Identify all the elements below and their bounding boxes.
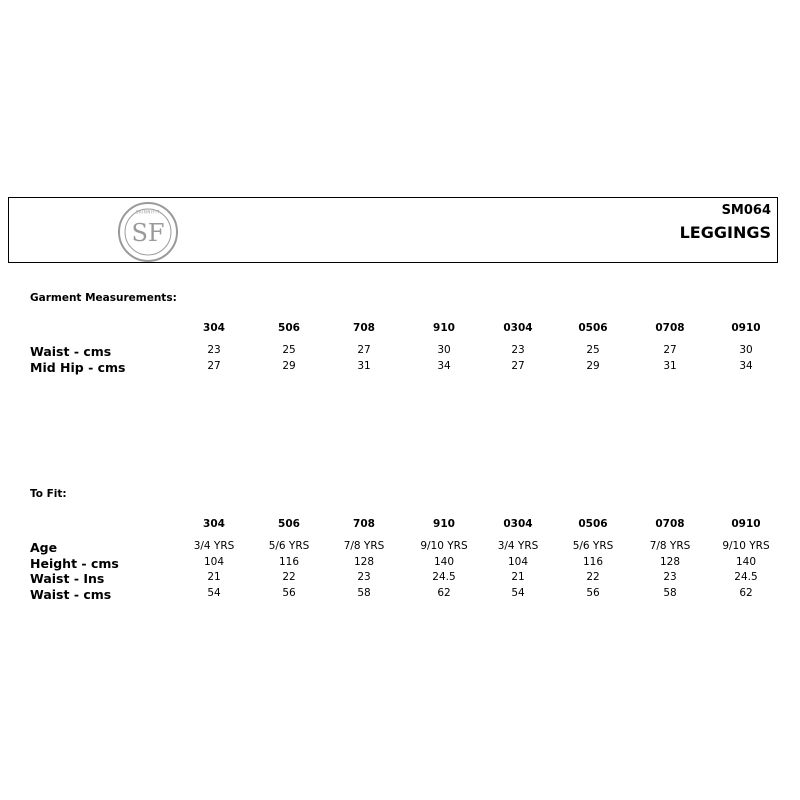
table-cell: 31 xyxy=(357,360,371,372)
table-cell: 5/6 YRS xyxy=(268,540,310,552)
column-header-506: 506 xyxy=(278,518,300,530)
table-cell: 23 xyxy=(511,344,525,356)
table-cell: 34 xyxy=(437,360,451,372)
table-cell: 104 xyxy=(203,555,225,568)
column-header-0506: 0506 xyxy=(578,518,608,530)
header-box xyxy=(8,197,778,263)
column-header-708: 708 xyxy=(353,518,375,530)
table-cell: 25 xyxy=(586,344,600,356)
table-cell: 23 xyxy=(207,344,221,356)
table-cell: 3/4 YRS xyxy=(497,540,539,552)
table-cell: 29 xyxy=(282,360,296,372)
row-label: Waist - cms xyxy=(30,586,112,602)
table-cell: 27 xyxy=(511,360,525,372)
table-cell: 116 xyxy=(278,555,300,568)
table-cell: 23 xyxy=(357,571,371,583)
row-label: Mid Hip - cms xyxy=(30,360,126,375)
logo-letters: SF xyxy=(131,219,165,247)
table-row xyxy=(0,587,800,603)
table-cell: 140 xyxy=(433,555,455,568)
column-header-0708: 0708 xyxy=(655,322,685,334)
table-row xyxy=(0,540,800,556)
table-cell: 128 xyxy=(659,555,681,568)
table-cell: 29 xyxy=(586,360,600,372)
table-cell: 24.5 xyxy=(734,571,758,583)
to-fit-header-row xyxy=(0,518,800,534)
product-name: LEGGINGS xyxy=(679,223,771,242)
table-cell: 21 xyxy=(207,571,221,583)
table-cell: 30 xyxy=(437,344,451,356)
table-cell: 22 xyxy=(586,571,600,583)
table-cell: 7/8 YRS xyxy=(343,540,385,552)
table-cell: 24.5 xyxy=(432,571,456,583)
column-header-304: 304 xyxy=(203,518,225,530)
table-cell: 56 xyxy=(586,586,600,599)
table-cell: 62 xyxy=(739,586,753,599)
table-cell: 22 xyxy=(282,571,296,583)
column-header-0304: 0304 xyxy=(503,322,533,334)
table-cell: 58 xyxy=(357,586,371,599)
table-row xyxy=(0,360,800,376)
table-cell: 140 xyxy=(735,555,757,568)
table-cell: 9/10 YRS xyxy=(722,540,770,552)
table-row xyxy=(0,344,800,360)
row-label: Waist - Ins xyxy=(30,571,105,586)
column-header-0910: 0910 xyxy=(731,518,761,530)
column-header-0506: 0506 xyxy=(578,322,608,334)
row-label: Waist - cms xyxy=(30,344,112,359)
row-label: Height - cms xyxy=(30,555,119,571)
table-cell: 25 xyxy=(282,344,296,356)
table-cell: 30 xyxy=(739,344,753,356)
table-cell: 23 xyxy=(663,571,677,583)
table-cell: 7/8 YRS xyxy=(649,540,691,552)
table-cell: 34 xyxy=(739,360,753,372)
row-label: Age xyxy=(30,540,58,555)
product-code: SM064 xyxy=(721,203,771,218)
table-cell: 21 xyxy=(511,571,525,583)
table-cell: 5/6 YRS xyxy=(572,540,614,552)
column-header-910: 910 xyxy=(433,518,455,530)
table-cell: 54 xyxy=(207,586,221,599)
table-cell: 27 xyxy=(207,360,221,372)
garment-measurements-header-row xyxy=(0,322,800,338)
to-fit-title: To Fit: xyxy=(30,488,67,500)
table-cell: 9/10 YRS xyxy=(420,540,468,552)
column-header-0910: 0910 xyxy=(731,322,761,334)
column-header-0304: 0304 xyxy=(503,518,533,530)
table-cell: 3/4 YRS xyxy=(193,540,235,552)
table-row xyxy=(0,556,800,572)
table-row xyxy=(0,571,800,587)
column-header-506: 506 xyxy=(278,322,300,334)
table-cell: 56 xyxy=(282,586,296,599)
table-cell: 31 xyxy=(663,360,677,372)
column-header-0708: 0708 xyxy=(655,518,685,530)
table-cell: 104 xyxy=(507,555,529,568)
sf-logo xyxy=(117,201,179,263)
table-cell: 27 xyxy=(663,344,677,356)
table-cell: 62 xyxy=(437,586,451,599)
column-header-708: 708 xyxy=(353,322,375,334)
garment-measurements-title: Garment Measurements: xyxy=(30,292,177,304)
table-cell: 128 xyxy=(353,555,375,568)
column-header-910: 910 xyxy=(433,322,455,334)
column-header-304: 304 xyxy=(203,322,225,334)
table-cell: 58 xyxy=(663,586,677,599)
table-cell: 27 xyxy=(357,344,371,356)
logo-ring-text: SKINNIFIT xyxy=(136,209,160,215)
table-cell: 116 xyxy=(582,555,604,568)
table-cell: 54 xyxy=(511,586,525,599)
